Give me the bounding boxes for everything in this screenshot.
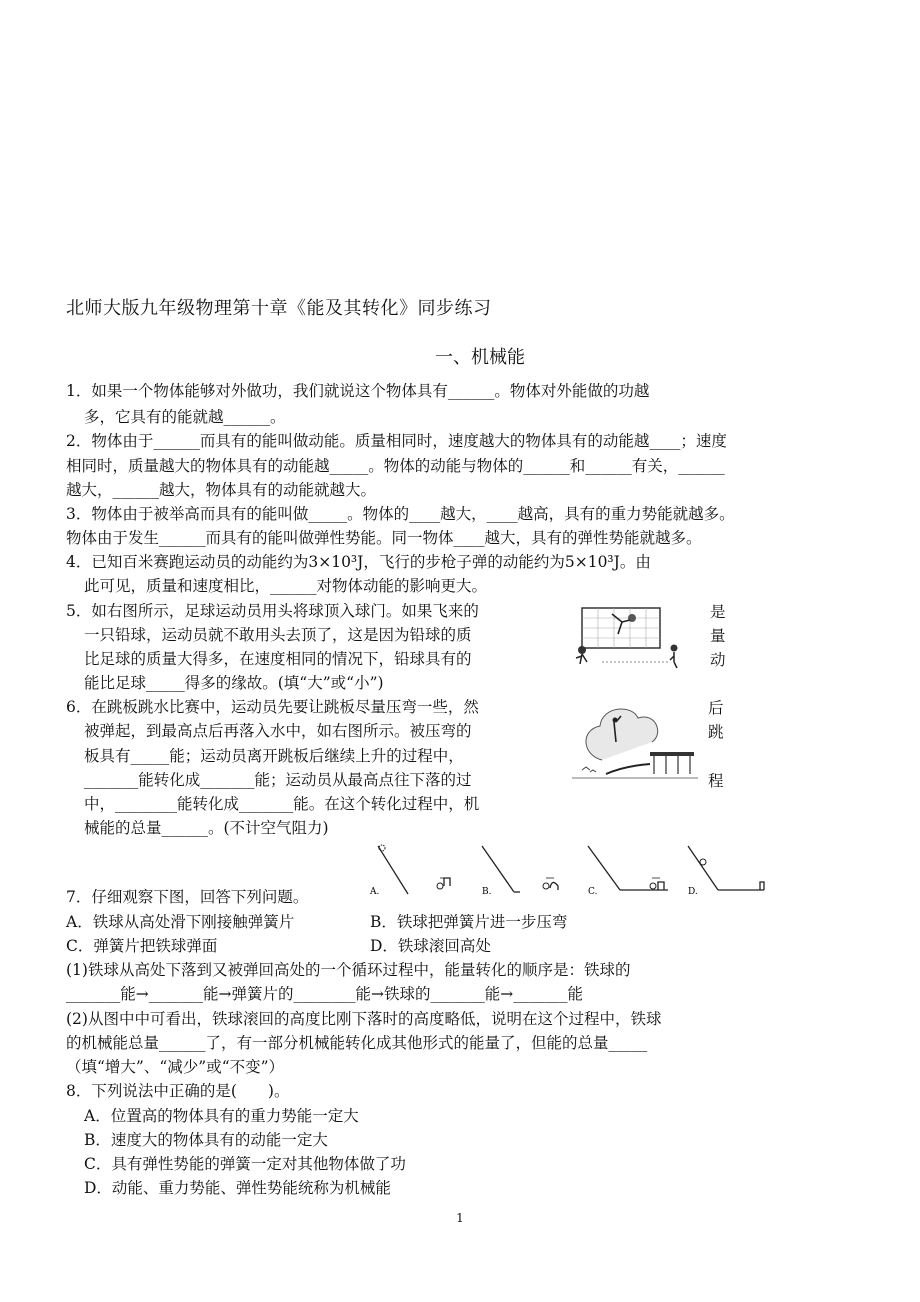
- fig7-label: C.: [588, 887, 598, 897]
- text-line: A．位置高的物体具有的重力势能一定大: [84, 1107, 359, 1125]
- fig7-label: B.: [482, 887, 492, 897]
- fig7-label: A.: [370, 887, 380, 897]
- soccer-figure: [572, 604, 684, 670]
- text-line: B．速度大的物体具有的动能一定大: [84, 1131, 328, 1149]
- text-line: 1．如果一个物体能够对外做功，我们就说这个物体具有______。物体对外能做的功越: [66, 382, 650, 400]
- text-line: 能比足球_____得多的缘故。(填“大”或“小”): [84, 674, 384, 692]
- text-line: 物体由于发生______而具有的能叫做弹性势能。同一物体____越大，具有的弹性势能就越多。: [66, 529, 702, 547]
- side-char: 后: [708, 699, 724, 717]
- text-line: C．具有弹性势能的弹簧一定对其他物体做了功: [84, 1155, 406, 1173]
- ramp-figure: [366, 842, 786, 900]
- text-line: 一只铅球，运动员就不敢用头去顶了，这是因为铅球的质: [84, 626, 472, 644]
- text-line: 多，它具有的能就越______。: [84, 408, 286, 426]
- text-line: 7．仔细观察下图，回答下列问题。: [66, 888, 309, 906]
- text-line: 越大，______越大，物体具有的动能就越大。: [66, 481, 377, 499]
- side-char: 量: [710, 627, 726, 645]
- text-line: 6．在跳板跳水比赛中，运动员先要让跳板尽量压弯一些，然: [66, 698, 479, 716]
- text-line: 2．物体由于______而具有的能叫做动能。质量相同时，速度越大的物体具有的动能越____；速度: [66, 432, 727, 450]
- text-line: 械能的总量______。(不计空气阻力): [84, 819, 329, 837]
- side-char: 动: [710, 651, 726, 669]
- text-line: D．铁球滚回高处: [370, 937, 491, 955]
- side-char: 跳: [708, 723, 724, 741]
- document-title: 北师大版九年级物理第十章《能及其转化》同步练习: [66, 298, 492, 319]
- text-line: B．铁球把弹簧片进一步压弯: [370, 913, 568, 931]
- text-line: 比足球的质量大得多，在速度相同的情况下，铅球具有的: [84, 650, 472, 668]
- text-line: 的机械能总量______了，有一部分机械能转化成其他形式的能量了，但能的总量_____: [66, 1034, 648, 1052]
- text-line: 5．如右图所示，足球运动员用头将球顶入球门。如果飞来的: [66, 602, 479, 620]
- text-line: _______能转化成_______能；运动员从最高点往下落的过: [84, 771, 472, 789]
- side-char: 程: [708, 772, 724, 790]
- page-number: 1: [456, 1211, 464, 1225]
- text-line: (2)从图中中可看出，铁球滚回的高度比刚下落时的高度略低，说明在这个过程中，铁球: [66, 1010, 662, 1028]
- text-line: 相同时，质量越大的物体具有的动能越_____。物体的动能与物体的______和______有关，______: [66, 457, 725, 475]
- text-line: （填“增大”、“减少”或“不变”）: [66, 1058, 285, 1076]
- text-line: 8．下列说法中正确的是( )。: [66, 1082, 290, 1100]
- text-line: _______能→_______能→弹簧片的________能→铁球的_______能→_______能: [66, 985, 583, 1003]
- fig7-label: D.: [688, 887, 698, 897]
- text-line: A．铁球从高处滑下刚接触弹簧片: [66, 913, 295, 931]
- section-heading: 一、机械能: [435, 347, 525, 368]
- text-line: 3．物体由于被举高而具有的能叫做_____。物体的____越大，____越高，具有的重力势能就越多。: [66, 505, 735, 523]
- text-line: 此可见，质量和速度相比，______对物体动能的影响更大。: [84, 577, 488, 595]
- text-line: 被弹起，到最高点后再落入水中，如右图所示。被压弯的: [84, 722, 472, 740]
- text-line: 板具有_____能；运动员离开跳板后继续上升的过程中，: [84, 747, 464, 765]
- side-char: 是: [710, 603, 726, 621]
- text-line: 4．已知百米赛跑运动员的动能约为3×10³J，飞行的步枪子弹的动能约为5×10³J。由: [66, 553, 651, 571]
- text-line: (1)铁球从高处下落到又被弹回高处的一个循环过程中，能量转化的顺序是：铁球的: [66, 961, 631, 979]
- diving-figure: [572, 700, 698, 784]
- text-line: C．弹簧片把铁球弹面: [66, 937, 218, 955]
- text-line: D．动能、重力势能、弹性势能统称为机械能: [84, 1179, 391, 1197]
- text-line: 中，________能转化成_______能。在这个转化过程中，机: [84, 795, 480, 813]
